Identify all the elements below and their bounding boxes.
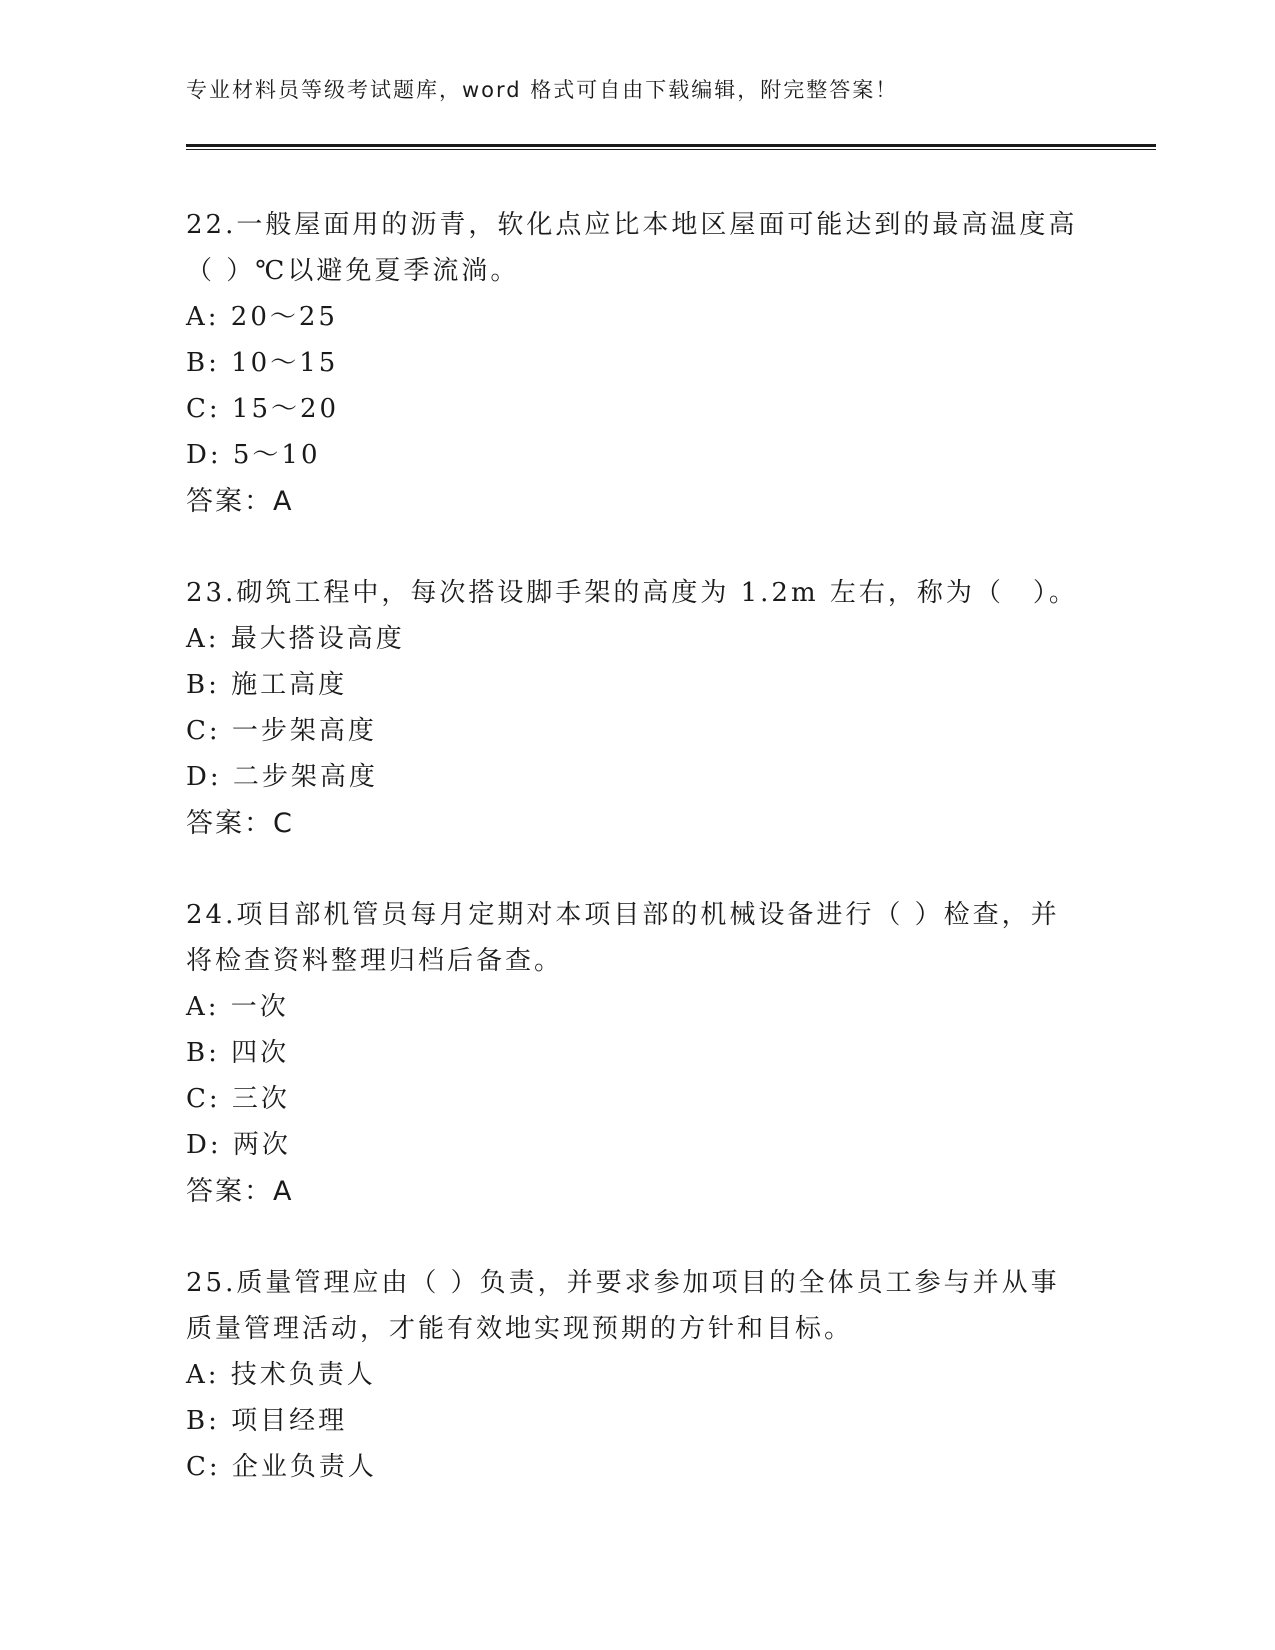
option-a: A: 一次 <box>186 992 289 1022</box>
option-c: C: 企业负责人 <box>186 1452 377 1482</box>
question-25 <box>186 1260 1086 1490</box>
question-list <box>186 202 1086 1534</box>
option-c: C: 三次 <box>186 1084 290 1114</box>
question-23 <box>186 570 1086 848</box>
answer-label: 答案：A <box>186 486 294 517</box>
question-stem: 25.质量管理应由（ ）负责，并要求参加项目的全体员工参与并从事质量管理活动，才能有效地实现预期的方针和目标。 <box>186 1268 1060 1344</box>
option-b: B: 10～15 <box>186 348 339 378</box>
answer-label: 答案：C <box>186 808 294 839</box>
question-stem: 22.一般屋面用的沥青，软化点应比本地区屋面可能达到的最高温度高（ ）℃以避免夏季流淌。 <box>186 210 1078 286</box>
header-divider <box>186 144 1156 150</box>
question-24 <box>186 892 1086 1216</box>
question-stem: 24.项目部机管员每月定期对本项目部的机械设备进行（ ）检查，并将检查资料整理归档后备查。 <box>186 900 1060 976</box>
option-d: D: 二步架高度 <box>186 762 378 792</box>
option-b: B: 项目经理 <box>186 1406 348 1436</box>
option-a: A: 技术负责人 <box>186 1360 376 1390</box>
option-b: B: 施工高度 <box>186 670 348 700</box>
answer-label: 答案：A <box>186 1176 294 1207</box>
option-d: D: 5～10 <box>186 440 321 470</box>
option-a: A: 20～25 <box>186 302 338 332</box>
question-stem: 23.砌筑工程中，每次搭设脚手架的高度为 1.2m 左右，称为（ ）。 <box>186 578 1078 608</box>
page-header: 专业材料员等级考试题库，word 格式可自由下载编辑，附完整答案！ <box>186 78 899 102</box>
question-22 <box>186 202 1086 526</box>
option-d: D: 两次 <box>186 1130 291 1160</box>
option-c: C: 15～20 <box>186 394 340 424</box>
option-a: A: 最大搭设高度 <box>186 624 405 654</box>
option-b: B: 四次 <box>186 1038 290 1068</box>
option-c: C: 一步架高度 <box>186 716 377 746</box>
